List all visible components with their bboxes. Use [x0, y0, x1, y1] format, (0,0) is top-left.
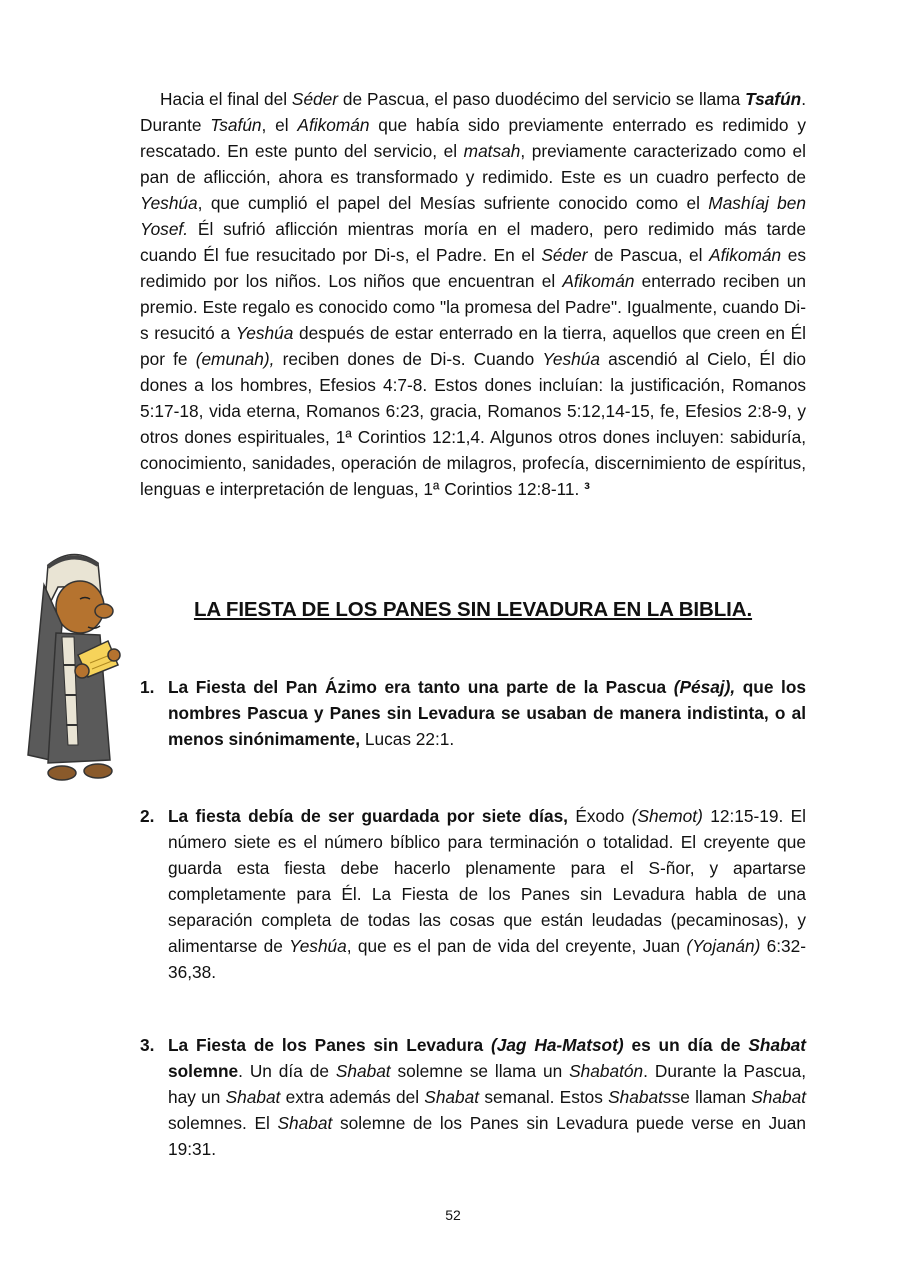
footnote-marker: ³: [584, 479, 590, 499]
list-item-3: 3. La Fiesta de los Panes sin Levadura (Jag Ha-Matsot) es un día de Shabat solemne. Un día de Shabat solemne se llama un Shabatón. Durante la Pascua, hay un Shabat extra además del Shabat semanal. Estos Shabatsse llaman Shabat solemnes. El Shabat solemne de los Panes sin Levadura puede verse en Juan 19:31.: [140, 1032, 806, 1162]
list-number: 2.: [140, 806, 155, 826]
section-heading: LA FIESTA DE LOS PANES SIN LEVADURA EN LA BIBLIA.: [193, 598, 753, 621]
intro-paragraph: Hacia el final del Séder de Pascua, el paso duodécimo del servicio se llama Tsafún. Durante Tsafún, el Afikomán que había sido previamente enterrado es redimido y rescatado. En este punto del servicio, el matsah, previamente caracterizado como el pan de aflicción, ahora es transformado y redimido. Este es un cuadro perfecto de Yeshúa, que cumplió el papel del Mesías sufriente conocido como el Mashíaj ben Yosef. Él sufrió aflicción mientras moría en el madero, pero redimido más tarde cuando Él fue resucitado por Di-s, el Padre. En el Séder de Pascua, el Afikomán es redimido por los niños. Los niños que encuentran el Afikomán enterrado reciben un premio. Este regalo es conocido como "la promesa del Padre". Igualmente, cuando Di-s resucitó a Yeshúa después de estar enterrado en la tierra, aquellos que creen en Él por fe (emunah), reciben dones de Di-s. Cuando Yeshúa ascendió al Cielo, Él dio dones a los hombres, Efesios 4:7-8. Estos dones incluían: la justificación, Romanos 5:17-18, vida eterna, Romanos 6:23, gracia, Romanos 5:12,14-15, fe, Efesios 2:8-9, y otros dones espirituales, 1ª Corintios 12:1,4. Algunos otros dones incluyen: sabiduría, conocimiento, sanidades, operación de milagros, profecía, discernimiento de espíritus, lenguas e interpretación de lenguas, 1ª Corintios 12:8-11. ³: [140, 89, 806, 499]
list-number: 3.: [140, 1035, 155, 1055]
list-number: 1.: [140, 677, 155, 697]
writing-man-icon: [18, 545, 130, 790]
list-item-2: 2. La fiesta debía de ser guardada por siete días, Éxodo (Shemot) 12:15-19. El número siete es el número bíblico para terminación o totalidad. El creyente que guarda esta fiesta debe hacerlo plenamente para el S-ñor, y apartarse completamente para Él. La Fiesta de los Panes sin Levadura habla de una separación completa de todas las cosas que están leudadas (pecaminosas), y alimentarse de Yeshúa, que es el pan de vida del creyente, Juan (Yojanán) 6:32-36,38.: [140, 803, 806, 985]
list-item-1: 1. La Fiesta del Pan Ázimo era tanto una parte de la Pascua (Pésaj), que los nombres Pascua y Panes sin Levadura se usaban de manera indistinta, o al menos sinónimamente, Lucas 22:1.: [140, 674, 806, 752]
page-number: 52: [445, 1207, 461, 1223]
